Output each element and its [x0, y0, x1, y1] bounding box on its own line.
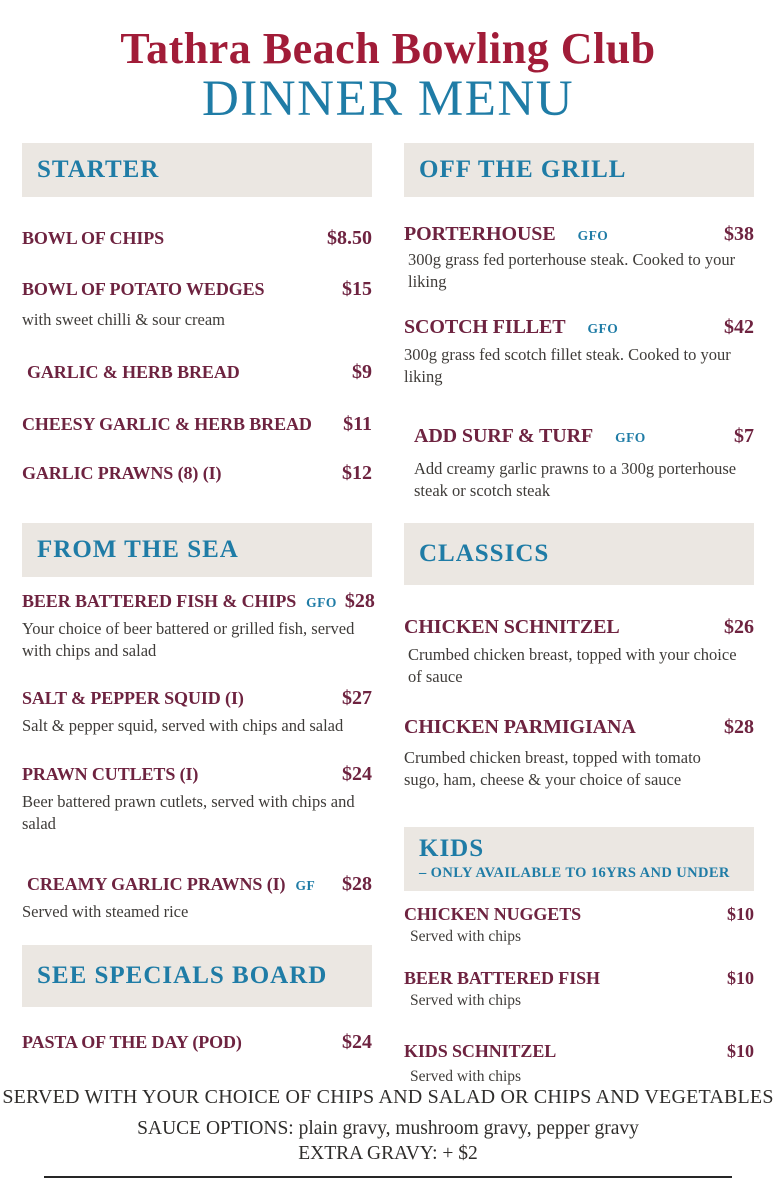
item-price: $10	[727, 968, 754, 989]
item-price: $7	[734, 425, 754, 448]
menu-item-porterhouse	[404, 223, 754, 246]
masthead	[0, 0, 776, 128]
item-description: Crumbed chicken breast, topped with your choice of sauce	[408, 644, 737, 686]
menu-item-garlic-herb-bread	[22, 361, 372, 384]
menu-item-scotch-fillet	[404, 316, 754, 339]
item-name: PASTA OF THE DAY (POD)	[22, 1031, 242, 1052]
kids-age-note: – ONLY AVAILABLE TO 16YRS AND UNDER	[419, 864, 730, 881]
menu-title: DINNER MENU	[201, 71, 575, 128]
item-description: with sweet chilli & sour cream	[22, 310, 225, 330]
dietary-tag-gfo: GFO	[587, 320, 619, 336]
item-price: $28	[342, 872, 372, 895]
menu-item-beer-battered-fish-chips	[22, 590, 375, 613]
menu-item-add-surf-turf	[404, 425, 754, 448]
section-title: STARTER	[37, 156, 160, 184]
item-price: $24	[342, 763, 372, 786]
item-price: $15	[342, 278, 372, 301]
footer-sides-note: SERVED WITH YOUR CHOICE OF CHIPS AND SALAD OR CHIPS AND VEGETABLES	[2, 1086, 774, 1108]
menu-item-salt-pepper-squid	[22, 687, 372, 710]
item-description: Beer battered prawn cutlets, served with chips and salad	[22, 792, 355, 834]
footer-divider-line	[44, 1176, 732, 1178]
menu-item-chicken-nuggets	[404, 904, 754, 925]
item-price: $10	[727, 903, 754, 924]
dietary-tag-gfo: GFO	[306, 595, 337, 611]
item-name: GARLIC & HERB BREAD	[27, 362, 240, 383]
menu-item-chicken-schnitzel	[404, 616, 754, 639]
section-header-off-the-grill	[404, 143, 754, 197]
item-description: 300g grass fed scotch fillet steak. Cooked to your liking	[404, 344, 731, 386]
item-name: SALT & PEPPER SQUID (I)	[22, 687, 244, 708]
item-description: Served with chips	[410, 992, 522, 1010]
footer-notes	[0, 1086, 776, 1178]
dietary-tag-gfo: GFO	[615, 430, 646, 446]
menu-item-kids-schnitzel	[404, 1041, 754, 1062]
item-description: Served with chips	[410, 1067, 522, 1085]
menu-columns	[0, 125, 776, 1087]
club-name-title: Tathra Beach Bowling Club	[120, 24, 656, 73]
item-name: KIDS SCHNITZEL	[404, 1040, 557, 1061]
footer-sauce-options: SAUCE OPTIONS: plain gravy, mushroom gravy, pepper gravy	[137, 1118, 639, 1139]
menu-item-prawn-cutlets	[22, 763, 372, 786]
item-name: ADD SURF & TURF	[414, 425, 594, 448]
section-title: KIDS	[419, 834, 485, 862]
menu-item-garlic-prawns	[22, 462, 372, 485]
section-header-kids	[404, 827, 754, 891]
item-name: CHICKEN NUGGETS	[404, 903, 582, 924]
item-description: 300g grass fed porterhouse steak. Cooked to your liking	[408, 250, 736, 292]
item-name: CHEESY GARLIC & HERB BREAD	[22, 414, 312, 435]
item-name: GARLIC PRAWNS (8) (I)	[22, 463, 222, 484]
section-header-classics	[404, 523, 754, 585]
item-name: SCOTCH FILLET	[404, 315, 566, 338]
right-column	[404, 143, 754, 1087]
item-price: $38	[724, 223, 754, 246]
item-description: Your choice of beer battered or grilled fish, served with chips and salad	[22, 619, 355, 660]
menu-item-cheesy-garlic-bread	[22, 413, 372, 436]
item-description: Add creamy garlic prawns to a 300g porterhouse steak or scotch steak	[414, 459, 737, 501]
item-price: $27	[342, 686, 372, 709]
item-price: $28	[344, 590, 375, 613]
dietary-tag-gfo: GFO	[577, 228, 609, 244]
item-price: $24	[342, 1030, 372, 1053]
menu-item-potato-wedges	[22, 278, 372, 301]
item-name: BOWL OF POTATO WEDGES	[22, 279, 265, 300]
section-title: CLASSICS	[419, 539, 550, 567]
menu-item-bowl-of-chips	[22, 227, 372, 250]
item-name: PRAWN CUTLETS (I)	[22, 764, 199, 785]
item-name: BEER BATTERED FISH	[404, 968, 600, 989]
item-price: $42	[724, 315, 754, 338]
item-name: PORTERHOUSE	[404, 223, 556, 246]
section-title: OFF THE GRILL	[419, 156, 627, 184]
item-description: Crumbed chicken breast, topped with tomato sugo, ham, cheese & your choice of sauce	[404, 748, 701, 790]
section-title: FROM THE SEA	[37, 536, 239, 564]
item-name: CHICKEN SCHNITZEL	[404, 615, 620, 638]
menu-item-chicken-parmigiana	[404, 716, 754, 739]
item-price: $11	[343, 413, 372, 436]
menu-item-pasta-of-the-day	[22, 1031, 372, 1054]
item-price: $12	[342, 462, 372, 485]
item-description: Served with steamed rice	[22, 901, 189, 921]
item-name: BEER BATTERED FISH & CHIPS	[22, 591, 297, 612]
item-price: $9	[352, 361, 372, 384]
section-title: SEE SPECIALS BOARD	[37, 961, 328, 989]
item-name: CREAMY GARLIC PRAWNS (I)	[27, 873, 286, 894]
item-price: $26	[724, 615, 754, 638]
item-price: $28	[724, 716, 754, 739]
item-name: CHICKEN PARMIGIANA	[404, 716, 636, 739]
left-column	[22, 143, 375, 1087]
menu-item-kids-beer-battered-fish	[404, 968, 754, 989]
item-description: Salt & pepper squid, served with chips and salad	[22, 715, 344, 735]
item-price: $8.50	[327, 227, 372, 250]
item-name: BOWL OF CHIPS	[22, 228, 165, 249]
item-price: $10	[727, 1040, 754, 1061]
section-header-see-specials-board	[22, 945, 372, 1007]
footer-extra-gravy: EXTRA GRAVY: + $2	[298, 1143, 478, 1164]
section-header-from-the-sea	[22, 523, 372, 577]
dietary-tag-gf: GF	[295, 877, 316, 893]
menu-item-creamy-garlic-prawns	[22, 873, 372, 896]
item-description: Served with chips	[410, 927, 522, 945]
section-header-starter	[22, 143, 372, 197]
